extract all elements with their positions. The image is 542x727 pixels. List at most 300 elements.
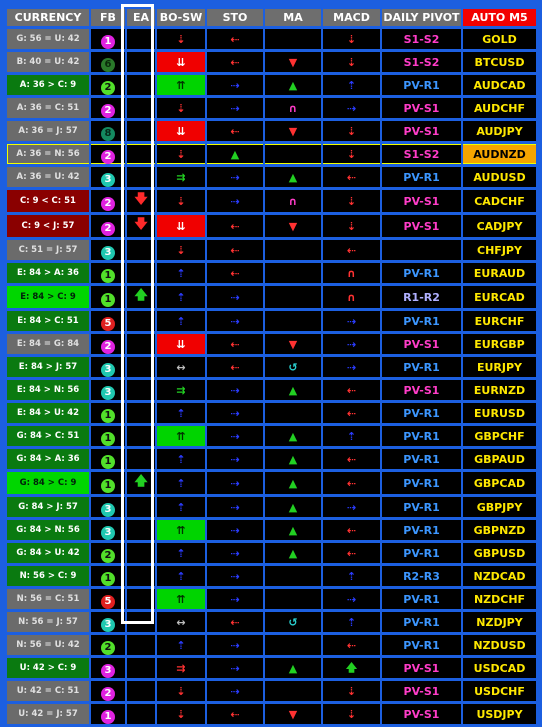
currency-strength-cell: A: 36 = C: 51 xyxy=(7,98,89,118)
bosw-signal-icon: ⇈ xyxy=(157,589,205,609)
ea-cell xyxy=(127,497,155,517)
sto-signal-icon: ⇢ xyxy=(207,403,263,423)
daily-pivot-cell: PV-R1 xyxy=(382,75,461,95)
currency-strength-cell: E: 84 > C: 51 xyxy=(7,311,89,331)
table-row[interactable] xyxy=(7,98,536,118)
sto-signal-icon: ⇠ xyxy=(207,240,263,260)
bosw-signal-icon: ⇡ xyxy=(157,543,205,563)
sto-signal-icon: ⇠ xyxy=(207,334,263,354)
fb-cell xyxy=(91,334,125,354)
bosw-signal-icon: ⇡ xyxy=(157,472,205,494)
currency-strength-table xyxy=(5,6,538,727)
header-auto-m5[interactable]: AUTO M5 xyxy=(463,9,536,26)
table-row[interactable] xyxy=(7,52,536,72)
macd-signal-icon: ⇣ xyxy=(323,121,380,141)
fb-cell xyxy=(91,426,125,446)
header-row xyxy=(7,9,536,26)
table-row[interactable] xyxy=(7,566,536,586)
sto-signal-icon: ⇢ xyxy=(207,98,263,118)
fb-cell xyxy=(91,121,125,141)
fb-cell xyxy=(91,589,125,609)
ma-signal-icon xyxy=(265,566,321,586)
header-daily-pivot: DAILY PIVOT xyxy=(383,11,460,24)
fb-badge: 2 xyxy=(101,549,115,563)
bosw-signal-icon: ⇈ xyxy=(157,520,205,540)
currency-strength-cell: C: 51 = J: 57 xyxy=(7,240,89,260)
ea-cell xyxy=(127,29,155,49)
ea-cell xyxy=(127,167,155,187)
pair-button[interactable]: USDCHF xyxy=(463,681,536,701)
currency-strength-cell: G: 84 > J: 57 xyxy=(7,497,89,517)
bosw-signal-icon: ⇈ xyxy=(157,75,205,95)
ea-cell xyxy=(127,449,155,469)
macd-signal-icon: ∩ xyxy=(323,263,380,283)
fb-cell xyxy=(91,75,125,95)
sto-signal-icon: ⇢ xyxy=(207,311,263,331)
bosw-signal-icon: ⇣ xyxy=(157,681,205,701)
table-row[interactable] xyxy=(7,263,536,283)
daily-pivot-cell: R1-R2 xyxy=(382,286,461,308)
table-row[interactable] xyxy=(7,334,536,354)
ea-cell xyxy=(127,334,155,354)
fb-badge: 2 xyxy=(101,687,115,701)
fb-badge: 8 xyxy=(101,127,115,141)
pair-button[interactable]: EURCAD xyxy=(463,286,536,308)
header-ma: MA xyxy=(265,9,321,26)
macd-signal-icon: ⇠ xyxy=(323,543,380,563)
fb-badge: 5 xyxy=(101,317,115,331)
fb-cell xyxy=(91,658,125,678)
table-row[interactable] xyxy=(7,240,536,260)
currency-strength-cell: A: 36 = J: 57 xyxy=(7,121,89,141)
table-row[interactable] xyxy=(7,75,536,95)
table-row[interactable] xyxy=(7,190,536,212)
fb-cell xyxy=(91,403,125,423)
currency-strength-cell: U: 42 > C: 9 xyxy=(7,658,89,678)
fb-cell xyxy=(91,167,125,187)
currency-strength-cell: A: 36 = U: 42 xyxy=(7,167,89,187)
ea-cell xyxy=(127,75,155,95)
ea-cell xyxy=(127,144,155,164)
table-row[interactable] xyxy=(7,144,536,164)
fb-badge: 6 xyxy=(101,58,115,72)
sto-signal-icon: ⇢ xyxy=(207,658,263,678)
macd-signal-icon: ⇡ xyxy=(323,426,380,446)
fb-badge: 3 xyxy=(101,664,115,678)
currency-strength-cell: N: 56 > C: 9 xyxy=(7,566,89,586)
fb-badge: 1 xyxy=(101,432,115,446)
pair-button[interactable]: CHFJPY xyxy=(463,240,536,260)
bosw-signal-icon: ↔ xyxy=(157,612,205,632)
bosw-signal-icon: ⇉ xyxy=(157,658,205,678)
ma-signal-icon: ∩ xyxy=(265,190,321,212)
bosw-signal-icon: ⇡ xyxy=(157,566,205,586)
macd-signal-icon: ⇡ xyxy=(323,566,380,586)
fb-badge: 3 xyxy=(101,503,115,517)
sto-signal-icon: ⇢ xyxy=(207,167,263,187)
fb-cell xyxy=(91,520,125,540)
fb-badge: 3 xyxy=(101,363,115,377)
fb-cell xyxy=(91,635,125,655)
ea-cell xyxy=(127,311,155,331)
pair-button[interactable]: EURJPY xyxy=(463,357,536,377)
table-row[interactable] xyxy=(7,357,536,377)
fb-cell xyxy=(91,449,125,469)
daily-pivot-cell: R2-R3 xyxy=(382,566,461,586)
fb-badge: 2 xyxy=(101,340,115,354)
pair-button[interactable]: NZDCHF xyxy=(463,589,536,609)
daily-pivot-cell: PV-S1 xyxy=(382,215,461,237)
macd-signal-icon: ⇢ xyxy=(323,334,380,354)
pair-button[interactable]: CADCHF xyxy=(463,190,536,212)
table-row[interactable] xyxy=(7,121,536,141)
currency-strength-cell: E: 84 > A: 36 xyxy=(7,263,89,283)
daily-pivot-cell: PV-R1 xyxy=(382,472,461,494)
sto-signal-icon: ⇠ xyxy=(207,29,263,49)
currency-strength-cell: E: 84 > N: 56 xyxy=(7,380,89,400)
ea-cell xyxy=(127,635,155,655)
daily-pivot-cell: PV-R1 xyxy=(382,263,461,283)
pair-button[interactable]: AUDCAD xyxy=(463,75,536,95)
ea-cell xyxy=(127,543,155,563)
ea-cell xyxy=(127,263,155,283)
fb-cell xyxy=(91,472,125,494)
currency-strength-cell: U: 42 = C: 51 xyxy=(7,681,89,701)
bosw-signal-icon: ⇣ xyxy=(157,240,205,260)
daily-pivot-cell: PV-R1 xyxy=(382,167,461,187)
table-row[interactable] xyxy=(7,589,536,609)
pair-button[interactable]: BTCUSD xyxy=(463,52,536,72)
table-row[interactable] xyxy=(7,449,536,469)
bosw-signal-icon: ⇣ xyxy=(157,98,205,118)
fb-badge: 5 xyxy=(101,595,115,609)
ea-cell xyxy=(127,520,155,540)
daily-pivot-cell: PV-R1 xyxy=(382,357,461,377)
ea-up-arrow-icon: 🡅 xyxy=(127,286,155,308)
bosw-signal-icon: ⇡ xyxy=(157,449,205,469)
ea-cell xyxy=(127,98,155,118)
sto-signal-icon: ▲ xyxy=(207,144,263,164)
fb-cell xyxy=(91,357,125,377)
fb-cell xyxy=(91,263,125,283)
daily-pivot-cell: PV-R1 xyxy=(382,635,461,655)
bosw-signal-icon: ↔ xyxy=(157,357,205,377)
sto-signal-icon: ⇢ xyxy=(207,543,263,563)
ea-cell xyxy=(127,52,155,72)
pair-button[interactable]: EURGBP xyxy=(463,334,536,354)
bosw-signal-icon: ⇉ xyxy=(157,167,205,187)
fb-badge: 3 xyxy=(101,618,115,632)
ma-signal-icon xyxy=(265,589,321,609)
table-row[interactable] xyxy=(7,215,536,237)
pair-button[interactable]: USDCAD xyxy=(463,658,536,678)
ma-signal-icon: ▲ xyxy=(265,167,321,187)
table-row[interactable] xyxy=(7,403,536,423)
fb-cell xyxy=(91,311,125,331)
ea-cell xyxy=(127,240,155,260)
currency-strength-cell: B: 40 = U: 42 xyxy=(7,52,89,72)
table-row[interactable] xyxy=(7,167,536,187)
header-fb: FB xyxy=(91,9,125,26)
macd-signal-icon: ⇣ xyxy=(323,190,380,212)
bosw-signal-icon: ⇣ xyxy=(157,190,205,212)
ea-cell xyxy=(127,658,155,678)
ma-signal-icon: ▲ xyxy=(265,426,321,446)
macd-signal-icon: ⇠ xyxy=(323,472,380,494)
sto-signal-icon: ⇢ xyxy=(207,449,263,469)
macd-signal-icon: ⇣ xyxy=(323,215,380,237)
header-bosw: BO-SW xyxy=(157,9,205,26)
currency-strength-cell: G: 84 > N: 56 xyxy=(7,520,89,540)
table-row[interactable] xyxy=(7,612,536,632)
ma-signal-icon: ▲ xyxy=(265,449,321,469)
pair-button[interactable]: EURNZD xyxy=(463,380,536,400)
pair-button[interactable]: EURUSD xyxy=(463,403,536,423)
sto-signal-icon: ⇢ xyxy=(207,497,263,517)
pair-button[interactable]: AUDJPY xyxy=(463,121,536,141)
fb-badge: 1 xyxy=(101,269,115,283)
table-row[interactable] xyxy=(7,311,536,331)
sto-signal-icon: ⇢ xyxy=(207,286,263,308)
macd-signal-icon: ⇡ xyxy=(323,612,380,632)
currency-strength-cell: E: 84 > C: 9 xyxy=(7,286,89,308)
table-row[interactable] xyxy=(7,704,536,724)
macd-signal-icon: ∩ xyxy=(323,286,380,308)
pair-button[interactable]: NZDCAD xyxy=(463,566,536,586)
currency-strength-cell: E: 84 > U: 42 xyxy=(7,403,89,423)
currency-strength-cell: U: 42 = J: 57 xyxy=(7,704,89,724)
ma-signal-icon: ▼ xyxy=(265,704,321,724)
pair-button[interactable]: NZDUSD xyxy=(463,635,536,655)
daily-pivot-cell: PV-R1 xyxy=(382,497,461,517)
daily-pivot-cell: PV-R1 xyxy=(382,543,461,563)
bosw-signal-icon: ⇡ xyxy=(157,263,205,283)
daily-pivot-cell: S1-S2 xyxy=(382,144,461,164)
sto-signal-icon: ⇠ xyxy=(207,52,263,72)
pair-button[interactable]: AUDUSD xyxy=(463,167,536,187)
fb-badge: 2 xyxy=(101,81,115,95)
fb-cell xyxy=(91,144,125,164)
daily-pivot-cell: S1-S2 xyxy=(382,52,461,72)
table-row[interactable] xyxy=(7,658,536,678)
ma-signal-icon xyxy=(265,29,321,49)
pair-button[interactable]: EURCHF xyxy=(463,311,536,331)
ea-down-arrow-icon: 🡇 xyxy=(127,215,155,237)
sto-signal-icon: ⇢ xyxy=(207,380,263,400)
sto-signal-icon: ⇢ xyxy=(207,566,263,586)
sto-signal-icon: ⇠ xyxy=(207,121,263,141)
fb-cell xyxy=(91,704,125,724)
sto-signal-icon: ⇠ xyxy=(207,357,263,377)
fb-cell xyxy=(91,566,125,586)
currency-strength-cell: G: 84 > C: 9 xyxy=(7,472,89,494)
ma-signal-icon: ▲ xyxy=(265,472,321,494)
fb-cell xyxy=(91,98,125,118)
ea-cell xyxy=(127,566,155,586)
fb-badge: 1 xyxy=(101,409,115,423)
currency-strength-cell: N: 56 = U: 42 xyxy=(7,635,89,655)
pair-button[interactable]: GOLD xyxy=(463,29,536,49)
pair-button[interactable]: NZDJPY xyxy=(463,612,536,632)
fb-badge: 2 xyxy=(101,104,115,118)
macd-signal-icon: ⇠ xyxy=(323,167,380,187)
ea-cell xyxy=(127,612,155,632)
bosw-signal-icon: ⇡ xyxy=(157,286,205,308)
currency-strength-cell: A: 36 > C: 9 xyxy=(7,75,89,95)
pair-button[interactable]: GBPNZD xyxy=(463,520,536,540)
ea-cell xyxy=(127,426,155,446)
pair-button[interactable]: GBPJPY xyxy=(463,497,536,517)
fb-badge: 1 xyxy=(101,455,115,469)
pair-button[interactable]: GBPUSD xyxy=(463,543,536,563)
pair-button[interactable]: GBPAUD xyxy=(463,449,536,469)
pair-button[interactable]: AUDNZD xyxy=(463,144,536,164)
ma-signal-icon xyxy=(265,403,321,423)
pair-button[interactable]: EURAUD xyxy=(463,263,536,283)
fb-badge: 1 xyxy=(101,479,115,493)
fb-cell xyxy=(91,52,125,72)
bosw-signal-icon: ⇊ xyxy=(157,334,205,354)
pair-button[interactable]: CADJPY xyxy=(463,215,536,237)
ma-signal-icon: ▲ xyxy=(265,658,321,678)
fb-badge: 3 xyxy=(101,386,115,400)
daily-pivot-cell: PV-S1 xyxy=(382,658,461,678)
ma-signal-icon xyxy=(265,311,321,331)
currency-strength-cell: A: 36 = N: 56 xyxy=(7,144,89,164)
bosw-signal-icon: ⇈ xyxy=(157,426,205,446)
fb-cell xyxy=(91,612,125,632)
fb-badge: 1 xyxy=(101,710,115,724)
ma-signal-icon xyxy=(265,263,321,283)
ma-signal-icon xyxy=(265,286,321,308)
ma-signal-icon: ↺ xyxy=(265,612,321,632)
bosw-signal-icon: ⇣ xyxy=(157,704,205,724)
fb-cell xyxy=(91,190,125,212)
fb-badge: 2 xyxy=(101,641,115,655)
fb-cell xyxy=(91,380,125,400)
sto-signal-icon: ⇠ xyxy=(207,704,263,724)
macd-signal-icon: ⇠ xyxy=(323,520,380,540)
pair-button[interactable]: GBPCHF xyxy=(463,426,536,446)
fb-badge: 3 xyxy=(101,173,115,187)
pair-button[interactable]: GBPCAD xyxy=(463,472,536,494)
table-row[interactable] xyxy=(7,681,536,701)
macd-signal-icon: 🡅 xyxy=(323,658,380,678)
fb-badge: 1 xyxy=(101,293,115,307)
sto-signal-icon: ⇢ xyxy=(207,635,263,655)
table-row[interactable] xyxy=(7,520,536,540)
ea-down-arrow-icon: 🡇 xyxy=(127,190,155,212)
macd-signal-icon: ⇠ xyxy=(323,449,380,469)
table-row[interactable] xyxy=(7,635,536,655)
macd-signal-icon: ⇣ xyxy=(323,144,380,164)
macd-signal-icon: ⇣ xyxy=(323,29,380,49)
currency-strength-cell: G: 84 > C: 51 xyxy=(7,426,89,446)
daily-pivot-cell: PV-S1 xyxy=(382,190,461,212)
sto-signal-icon: ⇢ xyxy=(207,520,263,540)
macd-signal-icon: ⇡ xyxy=(323,75,380,95)
ma-signal-icon xyxy=(265,681,321,701)
bosw-signal-icon: ⇡ xyxy=(157,311,205,331)
ma-signal-icon: ▲ xyxy=(265,380,321,400)
pair-button[interactable]: AUDCHF xyxy=(463,98,536,118)
table-row[interactable] xyxy=(7,497,536,517)
daily-pivot-cell: PV-R1 xyxy=(382,612,461,632)
daily-pivot-cell: PV-R1 xyxy=(382,449,461,469)
table-row[interactable] xyxy=(7,426,536,446)
sto-signal-icon: ⇠ xyxy=(207,215,263,237)
header-ea: EA xyxy=(127,9,155,26)
macd-signal-icon: ⇢ xyxy=(323,311,380,331)
ma-signal-icon: ▼ xyxy=(265,215,321,237)
bosw-signal-icon: ⇉ xyxy=(157,380,205,400)
macd-signal-icon: ⇠ xyxy=(323,380,380,400)
daily-pivot-cell: S1-S2 xyxy=(382,29,461,49)
fb-cell xyxy=(91,29,125,49)
currency-strength-cell: N: 56 = C: 51 xyxy=(7,589,89,609)
bosw-signal-icon: ⇡ xyxy=(157,497,205,517)
pair-button[interactable]: USDJPY xyxy=(463,704,536,724)
fb-badge: 1 xyxy=(101,572,115,586)
table-row[interactable] xyxy=(7,472,536,494)
macd-signal-icon: ⇢ xyxy=(323,589,380,609)
fb-cell xyxy=(91,215,125,237)
daily-pivot-cell: PV-S1 xyxy=(382,121,461,141)
sto-signal-icon: ⇢ xyxy=(207,75,263,95)
ma-signal-icon: ▼ xyxy=(265,52,321,72)
currency-strength-cell: G: 56 = U: 42 xyxy=(7,29,89,49)
table-row[interactable] xyxy=(7,286,536,308)
ma-signal-icon xyxy=(265,240,321,260)
fb-badge: 2 xyxy=(101,150,115,164)
currency-strength-cell: G: 84 > A: 36 xyxy=(7,449,89,469)
currency-strength-cell: C: 9 < C: 51 xyxy=(7,190,89,212)
ma-signal-icon: ∩ xyxy=(265,98,321,118)
macd-signal-icon: ⇢ xyxy=(323,497,380,517)
bosw-signal-icon: ⇊ xyxy=(157,52,205,72)
sto-signal-icon: ⇢ xyxy=(207,589,263,609)
sto-signal-icon: ⇢ xyxy=(207,681,263,701)
macd-signal-icon: ⇠ xyxy=(323,240,380,260)
currency-strength-cell: G: 84 > U: 42 xyxy=(7,543,89,563)
ma-signal-icon xyxy=(265,635,321,655)
ma-signal-icon: ▲ xyxy=(265,497,321,517)
fb-cell xyxy=(91,240,125,260)
macd-signal-icon: ⇣ xyxy=(323,704,380,724)
currency-strength-cell: N: 56 = J: 57 xyxy=(7,612,89,632)
macd-signal-icon: ⇠ xyxy=(323,403,380,423)
sto-signal-icon: ⇢ xyxy=(207,190,263,212)
ea-cell xyxy=(127,380,155,400)
bosw-signal-icon: ⇣ xyxy=(157,144,205,164)
daily-pivot-cell: PV-S1 xyxy=(382,704,461,724)
fb-cell xyxy=(91,543,125,563)
sto-signal-icon: ⇢ xyxy=(207,472,263,494)
table-row[interactable] xyxy=(7,543,536,563)
currency-strength-cell: C: 9 < J: 57 xyxy=(7,215,89,237)
daily-pivot-cell: PV-R1 xyxy=(382,403,461,423)
daily-pivot-cell: PV-S1 xyxy=(382,334,461,354)
table-row[interactable] xyxy=(7,29,536,49)
ma-signal-icon: ▲ xyxy=(265,75,321,95)
fb-badge: 3 xyxy=(101,526,115,540)
fb-cell xyxy=(91,681,125,701)
ea-cell xyxy=(127,681,155,701)
fb-badge: 1 xyxy=(101,35,115,49)
fb-cell xyxy=(91,286,125,308)
ma-signal-icon: ↺ xyxy=(265,357,321,377)
table-row[interactable] xyxy=(7,380,536,400)
